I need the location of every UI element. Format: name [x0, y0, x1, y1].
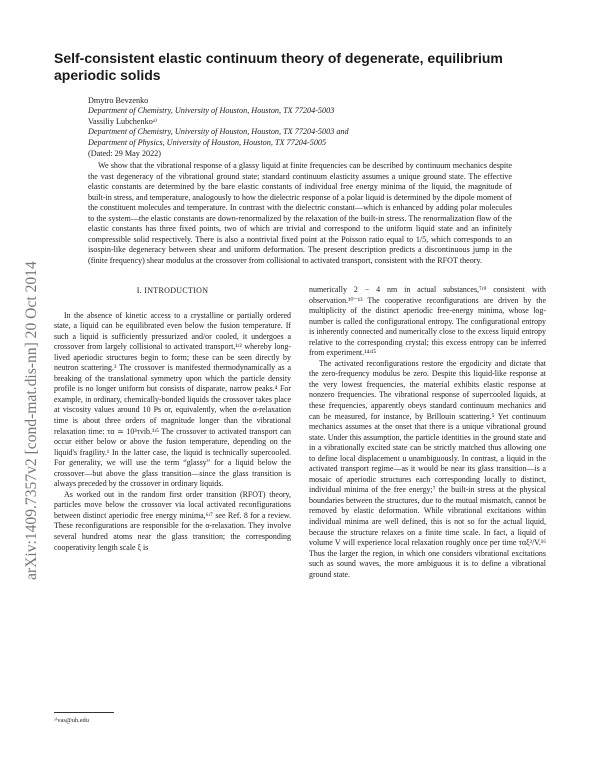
section-heading: I. INTRODUCTION [136, 286, 209, 295]
body-paragraph: The activated reconfigurations restore the ergodicity and dictate that the zero-frequency modulus be zero. Despite this liquid-like response at the very lowest frequencies, the material exhibits elastic response at nonzero frequencies. The vibrational response of supercooled liquids, at these frequencies, apparently obeys standard continuum mechanics and can be measured, for instance, by Brillouin scattering.⁵ Yet continuum mechanics assumes at the onset that there is a unique vibrational ground state. Under this assumption, the particle identities in the ground state and in a vibrationally excited state can be strictly matched thus allowing one to define local displacement u unambiguously. In contrast, a liquid in the activated transport regime—as it would be near its glass transition—is a mosaic of aperiodic structures each corresponding locally to distinct, individual minima of the free energy;⁷ the built-in stress at the physical boundaries between the structures, due to the mutual mismatch, cannot be removed by elastic deformation. While vibrational excitations within individual minima are well defined, this is not so for the actual liquid, because the structure relaxes on a finite time scale. In fact, a liquid of volume V will experience local relaxation roughly once per time ταξ³/V.¹⁶ Thus the larger the region, in which one considers vibrational excitations such as sound waves, the more ambiguous it is to define a vibrational ground state. [309, 358, 546, 579]
body-paragraph: In the absence of kinetic access to a crystalline or partially ordered state, a liquid can be equilibrated even below the fusion temperature. If such a liquid is sufficiently pressurized and/or cooled, it undergoes a crossover from largely collisional to activated transport,¹ʴ² whereby long-lived aperiodic structures begin to form; these can be seen directly by neutron scattering.³ The crossover is manifested thermodynamically as a breaking of the translational symmetry upon which the particle density profile is no longer uniform but consists of disparate, narrow peaks.⁴ For example, in ordinary, chemically-bonded liquids the crossover takes place at viscosity values around 10 Ps or, equivalently, when the α-relaxation time is about three orders of magnitude longer than the vibrational relaxation time: τα ≃ 10³τvib.¹ʴ⁵ The crossover to activated transport can occur either below or above the fusion temperature, depending on the liquid's fragility.¹ In the latter case, the liquid is technically supercooled. For generality, we will use the term “glassy” for a liquid below the crossover—but above the glass transition—since the glass transition is always preceded by the crossover in ordinary liquids. [54, 310, 291, 489]
abstract-text: We show that the vibrational response of a glassy liquid at finite frequencies can be described by continuum mechanics despite the vast degeneracy of the vibrational ground state; standard continuum elasticity assumes a unique ground state. The effective elastic constants are determined by the bare elastic constants of individual free energy minima of the liquid, the magnitude of built-in stress, and temperature, analogously to how the dielectric response of a polar liquid is determined by the dipole moment of the constituent molecules and temperature. In contrast with the dielectric constant—which is enhanced by adding polar molecules to the system—the elastic constants are down-renormalized by the relaxation of the built-in stress. The renormalization flow of the elastic constants has three fixed points, two of which are trivial and correspond to the uniform liquid state and an infinitely compressible solid respectively. There is also a nontrivial fixed point at the Poisson ratio equal to 1/5, which corresponds to an isospin-like degeneracy between shear and uniform deformation. The present description predicts a discontinuous jump in the (finite frequency) shear modulus at the crossover from collisional to activated transport, consistent with the RFOT theory. [88, 161, 512, 265]
paper-title: Self-consistent elastic continuum theory of degenerate, equilibrium aperiodic solids [54, 50, 503, 83]
left-column [54, 286, 291, 553]
footnote-rule [54, 712, 114, 713]
arxiv-stamp [18, 150, 42, 580]
author-affiliation: Department of Chemistry, University of Houston, Houston, TX 77204-5003 [88, 106, 335, 116]
date-line: (Dated: 29 May 2022) [88, 149, 161, 158]
author-affiliation: Department of Physics, University of Houston, Houston, TX 77204-5005 [88, 137, 327, 147]
abstract [88, 161, 512, 266]
footnote: ᵃ⁾vas@uh.edu [54, 717, 89, 724]
right-column [309, 285, 546, 580]
author-block [88, 96, 548, 148]
body-paragraph: numerically 2 − 4 nm in actual substances,⁷ʴ⁹ consistent with observation.¹⁰⁻¹³ The cooperative reconfigurations are driven by the multiplicity of the distinct aperiodic free-energy minima, whose log-number is called the configurational entropy. The configurational entropy is inherently connected and numerically close to the excess liquid entropy relative to the corresponding crystal; this excess entropy can be inferred from experiment.¹⁴ʴ¹⁵ [309, 285, 546, 358]
author-affiliation: Department of Chemistry, University of Houston, Houston, TX 77204-5003 and [88, 127, 349, 137]
author-name: Vassiliy Lubchenkoᵃ⁾ [88, 116, 158, 126]
body-paragraph: As worked out in the random first order transition (RFOT) theory, particles move below the crossover via local activated reconfigurations between distinct aperiodic free energy minima,⁶ʴ⁷ see Ref. 8 for a review. These reconfigurations are responsible for the α-relaxation. They involve several hundred atoms near the glass transition; the corresponding cooperativity length scale ξ is [54, 489, 291, 552]
author-name: Dmytro Bevzenko [88, 96, 149, 105]
arxiv-stamp-text: arXiv:1409.7357v2 [cond-mat.dis-nn] 20 Oct 2014 [23, 261, 40, 580]
